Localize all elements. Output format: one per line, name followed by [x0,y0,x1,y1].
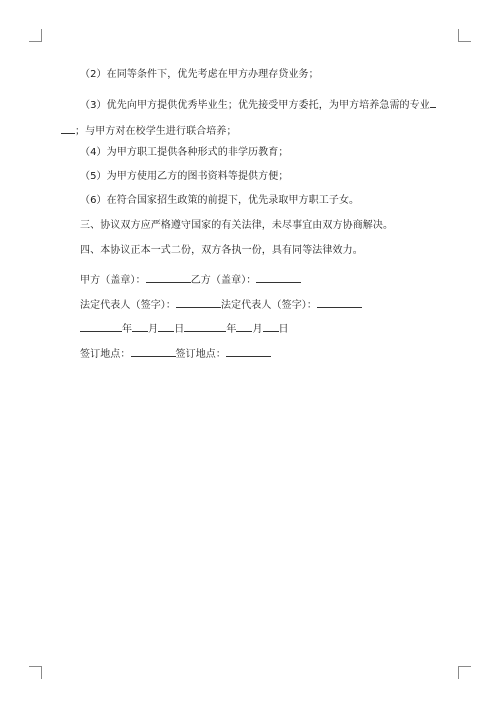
fill-in-blank [430,96,436,108]
date-a-day-blank [158,320,174,332]
clause-4: 四、本协议正本一式二份，双方各执一份，具有同等法律效力。 [80,245,363,256]
sign-place-b-label: 签订地点： [175,349,226,360]
party-a-seal-blank [146,271,191,283]
corner-mark-top-right [458,29,471,42]
paragraph-item-2: （2）在同等条件下，优先考虑在甲方办理存贷业务； [80,69,319,80]
corner-mark-bottom-left [29,666,42,679]
sign-place-b-blank [226,345,271,357]
legal-rep-a-blank [176,296,221,308]
legal-rep-line [80,296,362,313]
date-a-year-label: 年 [122,324,133,335]
legal-rep-a-label: 法定代表人（签字）： [80,300,176,311]
date-b-month-blank [236,320,252,332]
date-b-day-label: 日 [278,324,289,335]
paragraph-item-3 [80,96,436,113]
seal-line [80,271,301,288]
party-b-seal-label: 乙方（盖章）： [190,275,257,286]
date-a-month-label: 月 [148,324,159,335]
paragraph-item-4: （4）为甲方职工提供各种形式的非学历教育； [80,147,289,158]
paragraph-item-3-text: （3）优先向甲方提供优秀毕业生；优先接受甲方委托，为甲方培养急需的专业 [80,100,430,111]
paragraph-item-6: （6）在符合国家招生政策的前提下，优先录取甲方职工子女。 [80,195,360,206]
fill-in-blank [61,122,75,134]
paragraph-item-5: （5）为甲方使用乙方的图书资料等提供方便； [80,171,289,182]
legal-rep-b-blank [317,296,362,308]
corner-mark-bottom-right [458,666,471,679]
party-b-seal-blank [256,271,301,283]
date-a-month-blank [132,320,148,332]
date-b-day-blank [263,320,279,332]
clause-3: 三、协议双方应严格遵守国家的有关法律，未尽事宜由双方协商解决。 [80,220,394,231]
paragraph-item-3-continued [61,122,237,139]
corner-mark-top-left [29,29,42,42]
date-a-day-label: 日 [174,324,185,335]
date-b-year-label: 年 [226,324,237,335]
date-a-year-blank [80,320,122,332]
sign-place-line [80,345,271,362]
date-line [80,320,289,337]
legal-rep-b-label: 法定代表人（签字）： [221,300,317,311]
date-b-year-blank [184,320,226,332]
sign-place-a-blank [131,345,176,357]
sign-place-a-label: 签订地点： [80,349,131,360]
date-b-month-label: 月 [252,324,263,335]
party-a-seal-label: 甲方（盖章）： [80,275,146,286]
paragraph-item-3-text-cont: ；与甲方对在校学生进行联合培养； [75,126,237,137]
